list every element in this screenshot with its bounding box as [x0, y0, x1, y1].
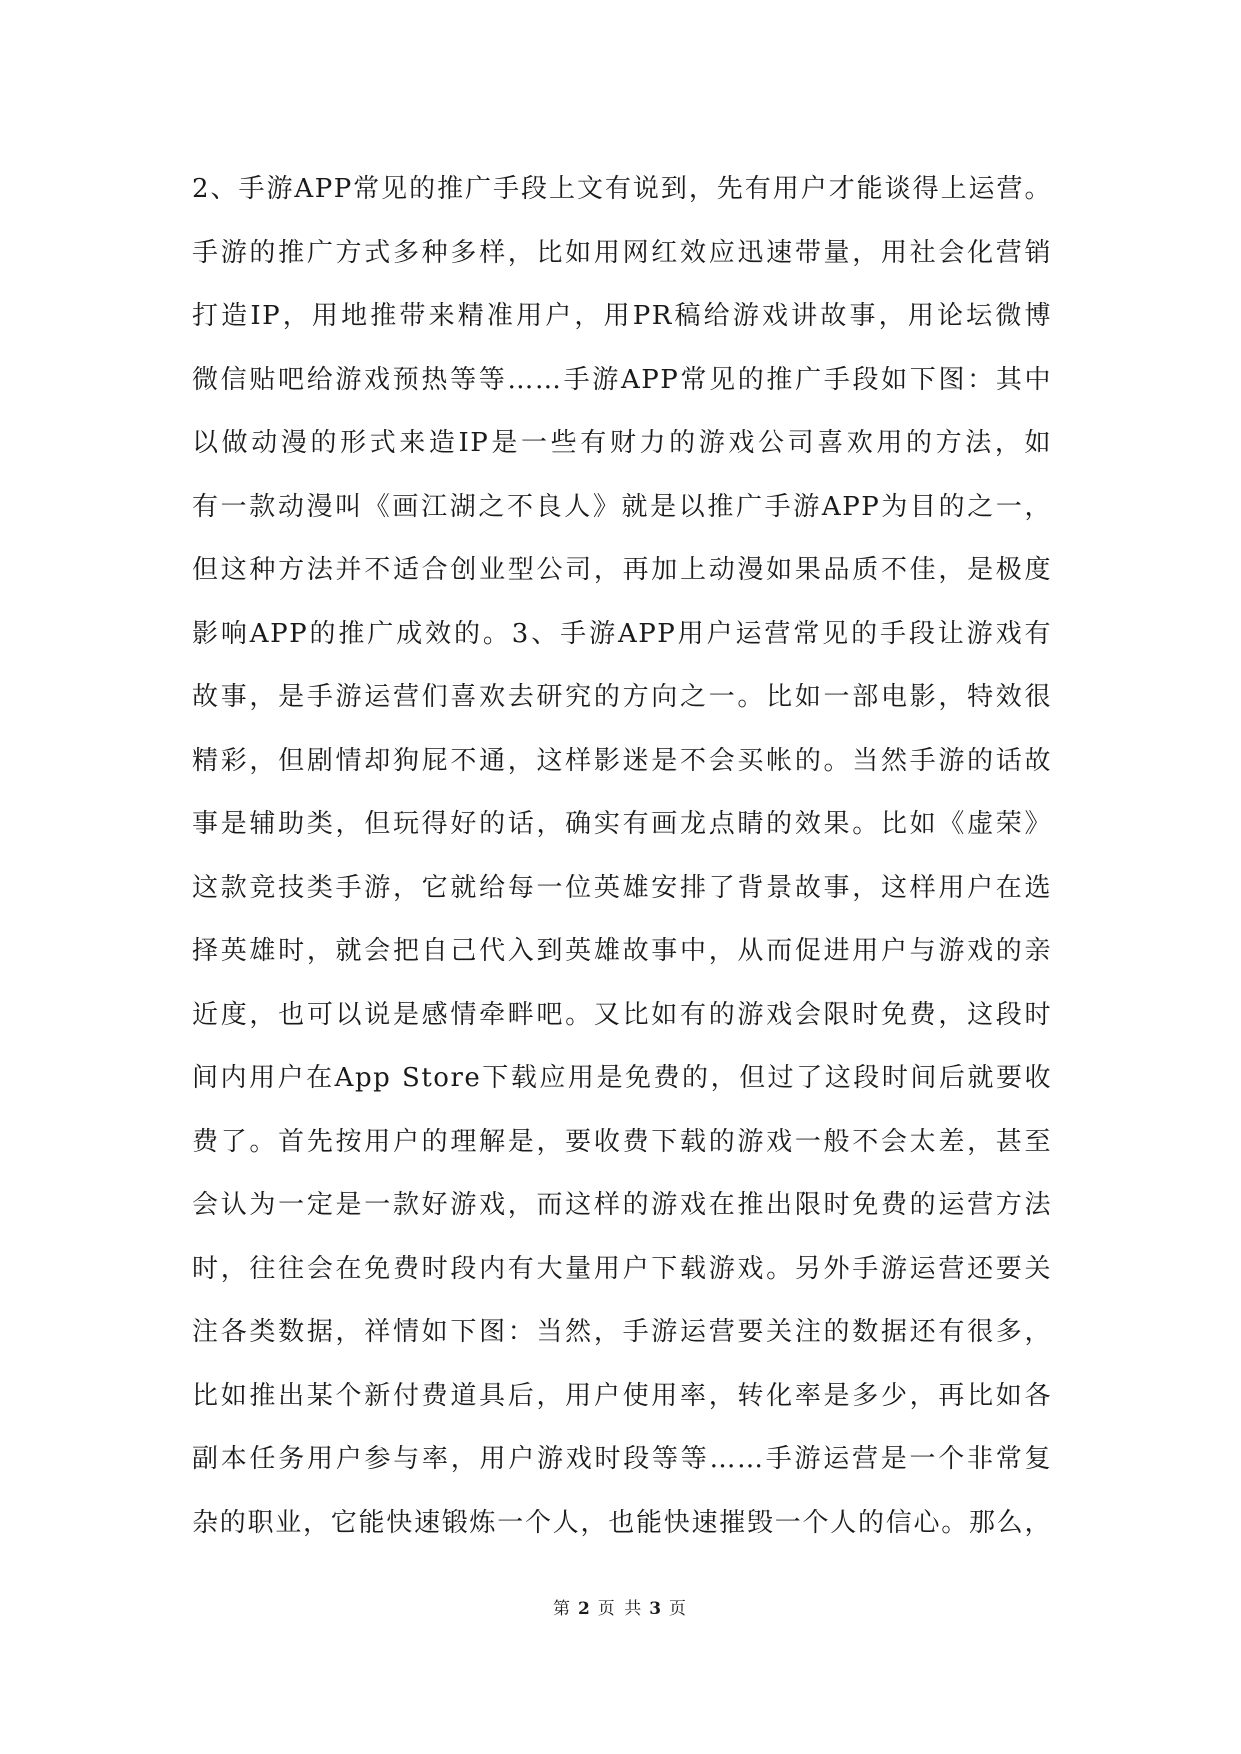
total-page-number: 3 [649, 1599, 664, 1619]
text-line: 副本任务用户参与率，用户游戏时段等等……手游运营是一个非常复 [192, 1444, 1052, 1474]
current-page-number: 2 [577, 1599, 592, 1619]
text-line: 比如推出某个新付费道具后，用户使用率，转化率是多少，再比如各 [192, 1380, 1052, 1411]
text-line: 近度，也可以说是感情牵畔吧。又比如有的游戏会限时免费，这段时 [192, 999, 1052, 1030]
text-line: 但这种方法并不适合创业型公司，再加上动漫如果品质不佳，是极度 [192, 555, 1052, 585]
footer-suffix: 页 [669, 1599, 689, 1619]
text-line: 杂的职业，它能快速锻炼一个人，也能快速摧毁一个人的信心。那么， [192, 1507, 1052, 1538]
text-line: 事是辅助类，但玩得好的话，确实有画龙点睛的效果。比如《虚荣》 [192, 809, 1052, 839]
text-line: 微信贴吧给游戏预热等等……手游APP常见的推广手段如下图：其中 [192, 364, 1052, 395]
footer-middle: 页 共 [597, 1599, 644, 1619]
text-line: 间内用户在App Store下载应用是免费的，但过了这段时间后就要收 [192, 1063, 1052, 1093]
text-line: 手游的推广方式多种多样，比如用网红效应迅速带量，用社会化营销 [192, 237, 1052, 268]
text-line: 注各类数据，祥情如下图：当然，手游运营要关注的数据还有很多， [192, 1317, 1052, 1347]
text-line: 影响APP的推广成效的。3、手游APP用户运营常见的手段让游戏有 [192, 618, 1052, 649]
text-line: 费了。首先按用户的理解是，要收费下载的游戏一般不会太差，甚至 [192, 1126, 1052, 1157]
text-line: 精彩，但剧情却狗屁不通，这样影迷是不会买帐的。当然手游的话故 [192, 745, 1052, 776]
text-line: 故事，是手游运营们喜欢去研究的方向之一。比如一部电影，特效很 [192, 682, 1052, 712]
text-line: 以做动漫的形式来造IP是一些有财力的游戏公司喜欢用的方法，如 [192, 428, 1052, 458]
text-line: 有一款动漫叫《画江湖之不良人》就是以推广手游APP为目的之一， [192, 491, 1052, 522]
text-line: 打造IP，用地推带来精准用户，用PR稿给游戏讲故事，用论坛微博 [192, 301, 1052, 331]
text-line: 择英雄时，就会把自己代入到英雄故事中，从而促进用户与游戏的亲 [192, 936, 1052, 966]
text-line: 2、手游APP常见的推广手段上文有说到，先有用户才能谈得上运营。 [192, 174, 1052, 204]
text-line: 这款竞技类手游，它就给每一位英雄安排了背景故事，这样用户在选 [192, 872, 1052, 903]
footer-prefix: 第 [552, 1599, 572, 1619]
text-line: 会认为一定是一款好游戏，而这样的游戏在推出限时免费的运营方法 [192, 1190, 1052, 1220]
text-line: 时，往往会在免费时段内有大量用户下载游戏。另外手游运营还要关 [192, 1253, 1052, 1284]
page-footer [0, 1594, 1241, 1619]
body-text [192, 158, 1052, 1555]
